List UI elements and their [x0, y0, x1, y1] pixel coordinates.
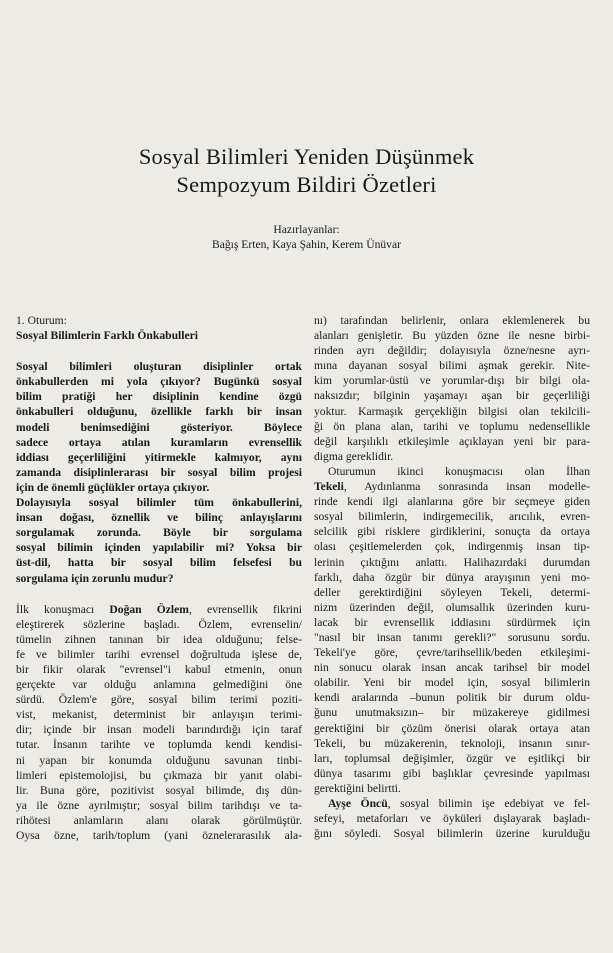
paragraph-line: alanları genişletir. Bu yüzden özne ile nesne birbi- — [314, 329, 590, 343]
session-number: 1. Oturum: — [16, 314, 67, 327]
paragraph-ozlem-cont — [314, 313, 590, 464]
abstract-line: üst-dil, hatta bir sosyal bilim felsefesi bu — [16, 556, 302, 570]
abstract-line: sosyal bilimin içinden yapılabilir mi? Yoksa bir — [16, 541, 302, 555]
paragraph-line: rinden ayrı değildir; dolayısıyla özne/nesne ayrı- — [314, 344, 590, 358]
paragraph-line: gerektiğini bir çözüm önerisi olarak ortaya atan — [314, 721, 590, 735]
document-title — [0, 143, 613, 199]
paragraph-line: yoktur. Karmaşık gerçekliğin bilgisi olan tekilcili- — [314, 404, 590, 418]
abstract-line: bilim pratiği her disiplinin kendine özgü — [16, 390, 302, 404]
paragraph-line: deller gerektirdiğini söyleyen Tekeli, determi- — [314, 585, 590, 599]
paragraph-line: Tekeli, Aydınlanma sonrasında insan modelle- — [314, 480, 590, 494]
paragraph-line: Oturumun ikinci konuşmacısı olan İlhan — [328, 464, 590, 478]
left-column — [16, 313, 302, 843]
paragraph-line: ği ön plana alan, tarihi ve toplumu nedensellikle — [314, 419, 590, 433]
paragraph-line: vist, mekanist, determinist bir anlayışın terimi- — [16, 708, 302, 722]
paragraph-oncu — [314, 796, 590, 841]
paragraph-line: ya ile özne ayrılmıştır; sosyal bilim tarihdışı ve ta- — [16, 798, 302, 812]
speaker-name: Doğan Özlem — [109, 602, 189, 616]
paragraph-line: dir; içinde bir insan modeli barındırdığı için taraf — [16, 723, 302, 737]
title-line-1: Sosyal Bilimleri Yeniden Düşünmek — [138, 144, 475, 169]
paragraph-line: sosyal bilimlerin, indirgemecilik, arıcılık, evren- — [314, 510, 590, 524]
paragraph-line: farklı, daha özgür bir dünya arayışının yeni mo- — [314, 570, 590, 584]
paragraph-line: Ayşe Öncü, sosyal bilimin işe edebiyat ve fel- — [328, 797, 590, 810]
paragraph-line: mına dayanan sosyal bilimi aşmak gerekir. Nite- — [314, 359, 590, 373]
paragraph-line: olası çeşitlemelerden çok, indirgenmiş insan tip- — [314, 540, 590, 554]
paragraph-line: İlk konuşmacı Doğan Özlem, evrensellik fikrini — [16, 602, 302, 616]
paragraph-line: gerektiğini belirtti. — [314, 781, 401, 795]
abstract-line: modeli benimsediğini gösteriyor. Böylece — [16, 420, 302, 434]
speaker-name: Ayşe Öncü — [328, 797, 388, 810]
paragraph-line: lacak bir evrensellik iddiasını sürdürmek için — [314, 615, 590, 629]
abstract-line: sorgulamak zorunda. Böyle bir sorgulama — [16, 526, 302, 540]
abstract-line: Sosyal bilimleri oluşturan disiplinler ortak — [16, 360, 302, 374]
paragraph-line: gerçekte var olduğu anlamına gelmediğini öne — [16, 678, 302, 692]
speaker-name: Tekeli — [314, 480, 344, 494]
paragraph-line: "nasıl bir insan tanımı gerekli?" sorusunu sordu. — [314, 630, 590, 644]
paragraph-line: lir. Buna göre, pozitivist sosyal bilimde, dış dün- — [16, 783, 302, 797]
paragraph-ozlem — [16, 602, 302, 844]
title-line-2: Sempozyum Bildiri Özetleri — [176, 172, 437, 197]
paragraph-line: naksızdır; bilginin yaşamayı aşan bir geçerliliği — [314, 389, 590, 403]
paragraph-tekeli — [314, 464, 590, 796]
abstract-line: Dolayısıyla sosyal bilimler tüm önkabullerini, — [16, 496, 302, 510]
paragraph-line: rinde kendi ilgi alanlarına göre bir seçmeye giden — [314, 495, 590, 509]
abstract-line: önkabullerden mi yola çıkıyor? Bugünkü sosyal — [16, 375, 302, 389]
abstract-line: sorgulama için zorunlu mudur? — [16, 571, 174, 585]
abstract-line: için de önemli güçlükler ortaya çıkıyor. — [16, 480, 210, 494]
paragraph-line: kim yorumlar-üstü ve yorumlar-dışı bir bilgi ola- — [314, 374, 590, 388]
paragraph-line: digma gereklidir. — [314, 449, 394, 463]
paragraph-line: sürdü. Özlem'e göre, sosyal bilim terimi poziti- — [16, 693, 302, 707]
paragraph-line: fe ve bilimler tarihi evrensel doğrultuda işlese de, — [16, 647, 302, 661]
abstract-line: iddiası geçerliliğini yitirmekle kalmıyor, aynı — [16, 450, 302, 464]
paragraph-line: ni yapan bir konumda olduğunu savunan tinbi- — [16, 753, 302, 767]
paragraph-line: selcilik gibi risklere girdiklerini, sonuçta da ortaya — [314, 525, 590, 539]
paragraph-line: bir fikir olarak "evrensel"i kabul etmenin, onun — [16, 662, 302, 676]
paragraph-line: Tekeli, bu müzakerenin, teknoloji, insanın sınır- — [314, 736, 590, 750]
paragraph-line: değil karşılıklı etkileşimle açıklayan yeni bir para- — [314, 434, 590, 448]
abstract-line: insan doğası, öznellik ve bilinç anlayışlarını — [16, 511, 302, 525]
paragraph-line: Oysa özne, tarih/toplum (yani öznelerarasılık ala- — [16, 829, 302, 842]
abstract-line: sadece ortaya atılan kuramların evrensellik — [16, 435, 302, 449]
paragraph-line: ğını söyledi. Sosyal bilimlerin üzerine kurulduğu — [314, 827, 590, 841]
paragraph-line: limleri epistemolojisi, bu çıkmaza bir yanıt olabi- — [16, 768, 302, 782]
session-title: Sosyal Bilimlerin Farklı Önkabulleri — [16, 329, 198, 343]
paragraph-line: Tekeli'ye göre, çevre/tarihsellik/beden etkileşimi- — [314, 646, 590, 660]
paragraph-line: tümelin zihnen tanınan bir idea olduğunu; felse- — [16, 632, 302, 646]
right-column — [314, 313, 590, 841]
paragraph-line: lerinin çıktığını anlattı. Halihazırdaki durumdan — [314, 555, 590, 569]
abstract-line: önkabulleri olduğunu, özellikle farklı bir insan — [16, 405, 302, 419]
paragraph-line: ğunu unutmaksızın– bir müzakereye gidilmesi — [314, 706, 590, 720]
paragraph-line: nı) tarafından belirlenir, onlara eklemlenerek bu — [314, 314, 590, 327]
prepared-by-names: Bağış Erten, Kaya Şahin, Kerem Ünüvar — [212, 238, 401, 251]
paragraph-line: tutar. İnsanın tarihte ve toplumda kendi kendisi- — [16, 738, 302, 752]
paragraph-line: ları, toplumsal değişimler, özgür ve eşitlikçi bir — [314, 751, 590, 765]
paragraph-line: sefeyi, metaforları ve öyküleri dışlayarak başladı- — [314, 812, 590, 826]
paragraph-line: eleştirerek sözlerine başladı. Özlem, evrenselin/ — [16, 617, 302, 631]
paragraph-line: nizm üzerinden değil, olumsallık üzerinden kuru- — [314, 600, 590, 614]
abstract-line: zamanda disiplinlerarası bir sosyal bilim projesi — [16, 465, 302, 479]
prepared-by — [0, 222, 613, 252]
paragraph-line: rihötesi anlamların alanı olarak görülmüştür. — [16, 813, 302, 827]
paragraph-line: kendi aralarında –bunun politik bir durum oldu- — [314, 691, 590, 705]
paragraph-line: nin sonucu olarak insan ancak tarihsel bir model — [314, 661, 590, 675]
prepared-by-label: Hazırlayanlar: — [273, 223, 340, 236]
paragraph-line: olabilir. Yeni bir model için, sosyal bilimlerin — [314, 676, 590, 690]
paragraph-line: dünya tasarımı gibi başlıklar çevresinde yapılması — [314, 766, 590, 780]
session-abstract — [16, 359, 302, 585]
